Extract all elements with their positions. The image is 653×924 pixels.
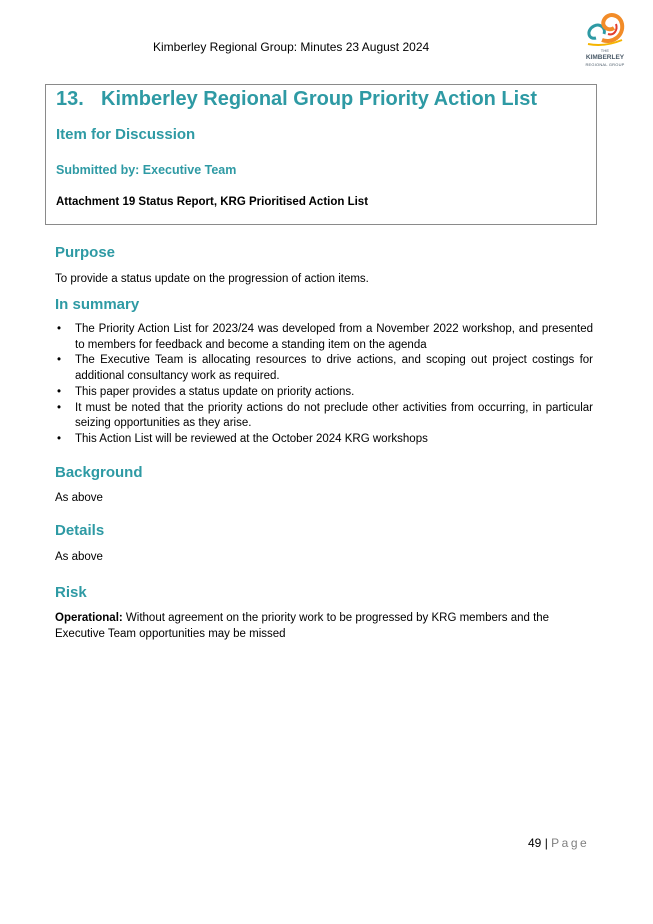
page-label: Page (551, 836, 590, 850)
page-separator: | (541, 836, 552, 850)
risk-text (55, 610, 585, 642)
risk-description: Without agreement on the priority work to be progressed by KRG members and the Executive Team opportunities may be missed (55, 612, 550, 640)
risk-heading: Risk (55, 584, 87, 601)
summary-bullet: • This Action List will be reviewed at the October 2024 KRG workshops (55, 432, 593, 448)
summary-bullet: • The Priority Action List for 2023/24 was developed from a November 2022 workshop, and presented to members for feedback and become a standing item on the agenda (55, 322, 593, 353)
summary-bullet: • The Executive Team is allocating resources to drive actions, and scoping out project costings for additional consultancy work as required. (55, 353, 593, 384)
item-title-text: Kimberley Regional Group Priority Action List (101, 88, 537, 110)
logo-small-text: THE (600, 48, 610, 53)
item-title (56, 88, 537, 111)
page-header-title: Kimberley Regional Group: Minutes 23 August 2024 (153, 40, 430, 54)
details-heading: Details (55, 522, 105, 539)
logo-swirl-icon (578, 10, 632, 48)
background-heading: Background (55, 464, 143, 481)
kimberley-logo (578, 10, 632, 66)
item-number: 13. (56, 88, 84, 110)
risk-label: Operational: (55, 612, 123, 624)
details-text: As above (55, 551, 103, 563)
item-title-box (45, 84, 597, 225)
page-number: 49 (528, 836, 542, 850)
purpose-heading: Purpose (55, 244, 116, 261)
logo-text (578, 47, 632, 68)
item-subtitle: Item for Discussion (56, 126, 196, 143)
summary-bullet: • This paper provides a status update on priority actions. (55, 385, 593, 401)
background-text: As above (55, 492, 103, 504)
logo-main-text: KIMBERLEY (585, 54, 625, 61)
purpose-text: To provide a status update on the progression of action items. (55, 273, 369, 285)
summary-bullet: • It must be noted that the priority actions do not preclude other activities from occurring, in particular seizing opportunities as they arise. (55, 401, 593, 432)
page-footer (528, 836, 589, 850)
submitted-by: Submitted by: Executive Team (56, 163, 237, 177)
attachment-reference: Attachment 19 Status Report, KRG Prioritised Action List (56, 196, 369, 208)
summary-heading: In summary (55, 296, 140, 313)
logo-sub-text: REGIONAL GROUP (585, 62, 625, 67)
summary-list (55, 322, 593, 448)
